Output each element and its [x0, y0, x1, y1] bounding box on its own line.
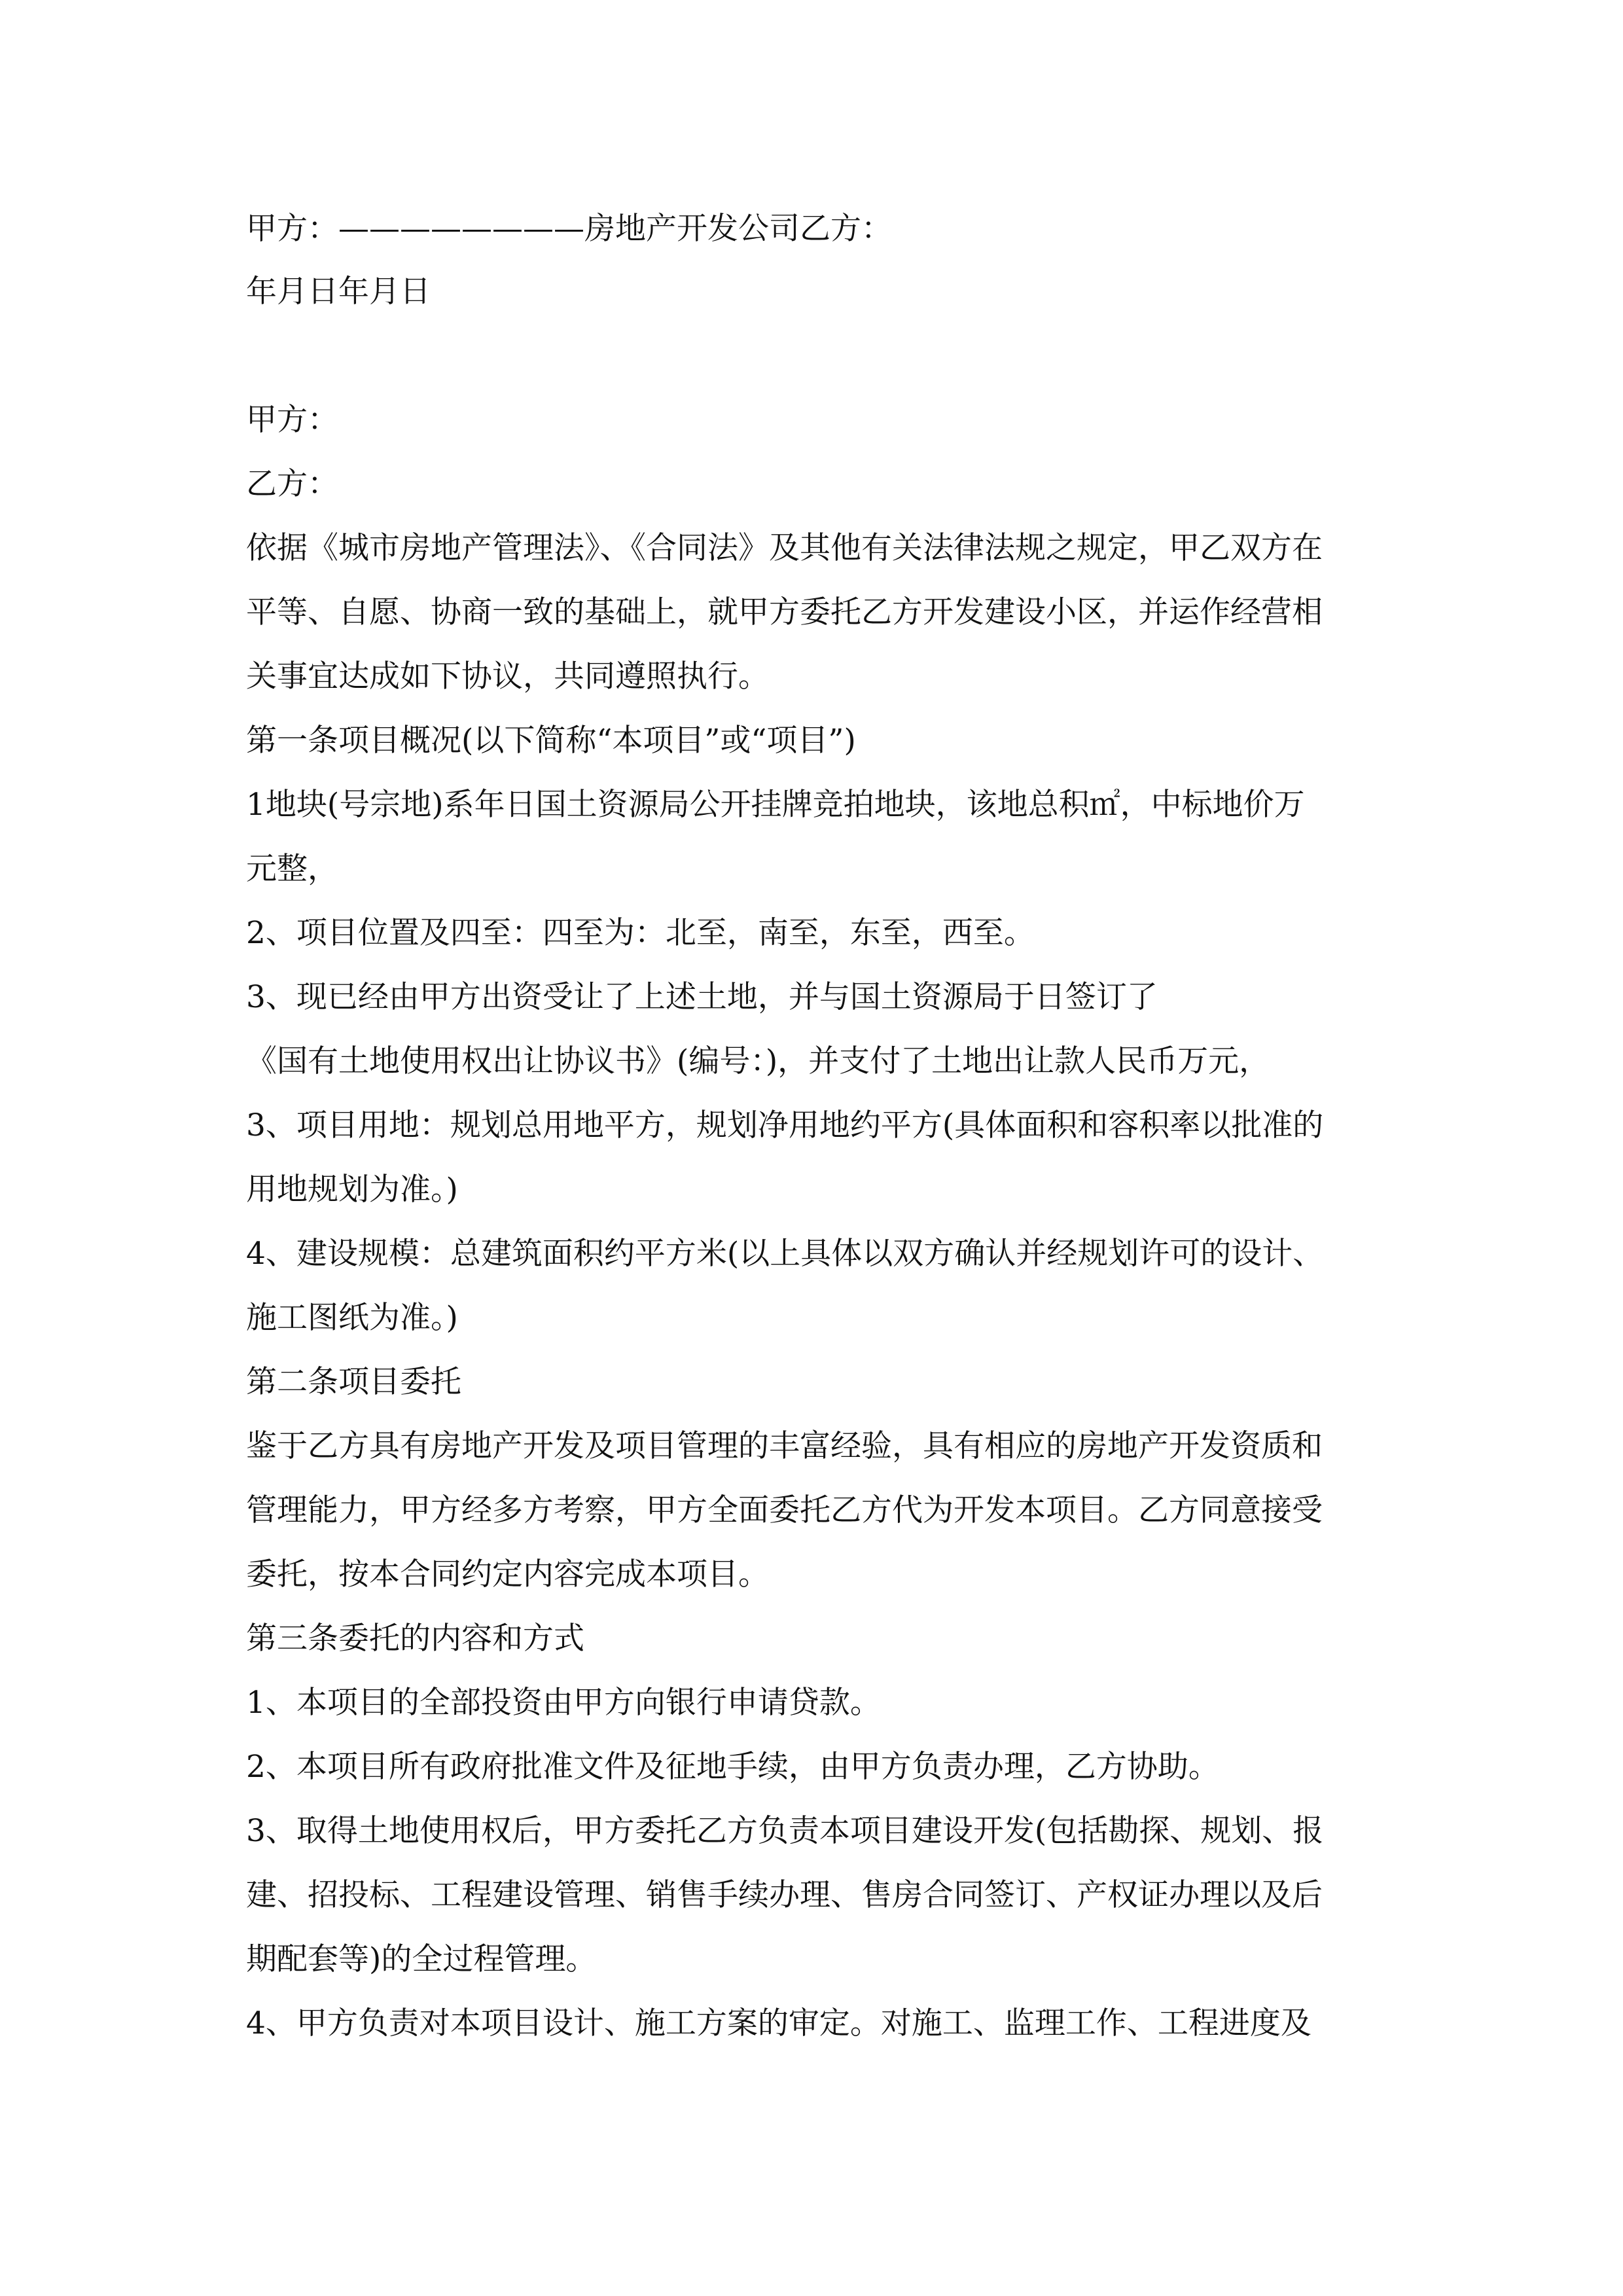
- party-b-line: 乙方：: [246, 466, 338, 502]
- text-line: 2、本项目所有政府批准文件及征地手续，由甲方负责办理，乙方协助。: [246, 1749, 1219, 1785]
- text-line: 用地规划为准。): [246, 1172, 458, 1208]
- section-heading: 第一条项目概况(以下简称“本项目”或“项目”): [246, 723, 856, 759]
- text-line: 4、建设规模：总建筑面积约平方米(以上具体以双方确认并经规划许可的设计、: [246, 1236, 1324, 1272]
- text-line: 1地块(号宗地)系年日国土资源局公开挂牌竞拍地块，该地总积㎡，中标地价万: [246, 787, 1305, 823]
- text-line: 3、现已经由甲方出资受让了上述土地，并与国土资源局于日签订了: [246, 979, 1158, 1015]
- text-line: 期配套等)的全过程管理。: [246, 1941, 597, 1977]
- text-line: 依据《城市房地产管理法》、《合同法》及其他有关法律法规之规定，甲乙双方在: [246, 530, 1323, 566]
- text-line: 委托，按本合同约定内容完成本项目。: [246, 1556, 769, 1592]
- text-line: 元整，: [246, 851, 338, 887]
- text-line: 关事宜达成如下协议，共同遵照执行。: [246, 658, 769, 694]
- text-line: 建、招投标、工程建设管理、销售手续办理、售房合同签订、产权证办理以及后: [246, 1877, 1323, 1913]
- section-heading: 第二条项目委托: [246, 1364, 461, 1400]
- text-line: 1、本项目的全部投资由甲方向银行申请贷款。: [246, 1685, 881, 1721]
- text-line: 鉴于乙方具有房地产开发及项目管理的丰富经验，具有相应的房地产开发资质和: [246, 1428, 1323, 1464]
- section-heading: 第三条委托的内容和方式: [246, 1621, 584, 1657]
- text-line: 4、甲方负责对本项目设计、施工方案的审定。对施工、监理工作、工程进度及: [246, 2005, 1311, 2041]
- party-a-line: 甲方：: [246, 402, 338, 438]
- text-line: 管理能力，甲方经多方考察，甲方全面委托乙方代为开发本项目。乙方同意接受: [246, 1492, 1323, 1528]
- text-line: 2、项目位置及四至：四至为：北至，南至，东至，西至。: [246, 915, 1035, 951]
- date-line: 年月日年月日: [246, 274, 431, 310]
- text-line: 3、项目用地：规划总用地平方，规划净用地约平方(具体面积和容积率以批准的: [246, 1107, 1324, 1143]
- text-line: 《国有土地使用权出让协议书》(编号：)，并支付了土地出让款人民币万元，: [246, 1043, 1270, 1079]
- text-line: 3、取得土地使用权后，甲方委托乙方负责本项目建设开发(包括勘探、规划、报: [246, 1813, 1324, 1849]
- text-line: 平等、自愿、协商一致的基础上，就甲方委托乙方开发建设小区，并运作经营相: [246, 594, 1323, 630]
- text-line: 施工图纸为准。): [246, 1300, 458, 1336]
- party-a-header-line: 甲方：————————房地产开发公司乙方：: [246, 211, 892, 247]
